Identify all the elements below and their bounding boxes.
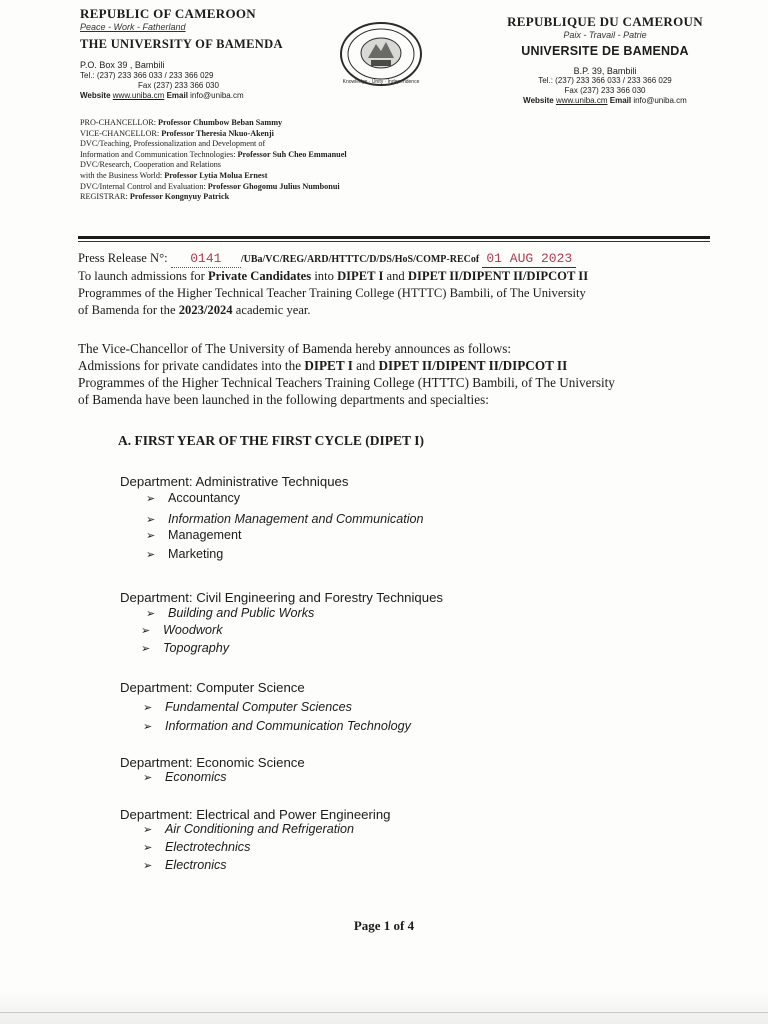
- fax-en: Fax (237) 233 366 030: [138, 81, 219, 90]
- website-label-fr: Website: [523, 96, 554, 105]
- email-label-fr: Email: [609, 96, 632, 105]
- release-number: 0141: [171, 250, 241, 268]
- arrow-bullet-icon: ➢: [143, 702, 153, 714]
- official-line: Information and Communication Technologies: Professor Suh Cheo Emmanuel: [80, 149, 347, 159]
- press-release-ref-line: [78, 250, 713, 268]
- department-title: Department: Economic Science: [120, 755, 305, 770]
- arrow-bullet-icon: ➢: [146, 608, 156, 620]
- list-item: ➢ Air Conditioning and Refrigeration: [143, 822, 355, 836]
- seal-icon: [338, 20, 424, 88]
- arrow-bullet-icon: ➢: [146, 530, 156, 542]
- official-line: DVC/Internal Control and Evaluation: Professor Ghogomu Julius Numbonui: [80, 181, 340, 191]
- header-divider-thin: [78, 241, 710, 242]
- scan-line: [0, 1012, 768, 1013]
- website-link-fr[interactable]: www.uniba.cm: [555, 96, 608, 105]
- arrow-bullet-icon: ➢: [141, 625, 151, 637]
- arrow-bullet-icon: ➢: [143, 860, 153, 872]
- list-item: ➢ Electrotechnics: [143, 840, 251, 854]
- official-line: REGISTRAR: Professor Kongnyuy Patrick: [80, 192, 230, 202]
- svg-text:Knowledge · Unity · Independen: Knowledge · Unity · Independence: [342, 79, 420, 85]
- email-link-fr[interactable]: info@uniba.cm: [633, 96, 687, 105]
- email-link-en[interactable]: info@uniba.cm: [190, 91, 244, 100]
- arrow-bullet-icon: ➢: [141, 643, 151, 655]
- department-title: Department: Computer Science: [120, 680, 305, 695]
- official-line: DVC/Research, Cooperation and Relations: [80, 160, 221, 170]
- date-stamp: 01 AUG 2023: [482, 250, 576, 268]
- officials-list: [80, 118, 500, 203]
- country-name-en: REPUBLIC OF CAMEROON: [80, 6, 256, 21]
- contact-en: [80, 91, 380, 101]
- arrow-bullet-icon: ➢: [146, 514, 156, 526]
- motto-fr: Paix - Travail - Patrie: [563, 30, 647, 40]
- department-title: Department: Electrical and Power Engineering: [120, 807, 391, 822]
- subject-line-3: of Bamenda for the 2023/2024 academic year.: [78, 303, 311, 317]
- arrow-bullet-icon: ➢: [143, 721, 153, 733]
- scan-edge: [0, 990, 768, 1024]
- fax-fr: Fax (237) 233 366 030: [564, 86, 646, 95]
- release-reference: /UBa/VC/REG/ARD/HTTTC/D/DS/HoS/COMP-REC: [240, 254, 471, 265]
- po-box-fr: B.P. 39, Bambili: [573, 66, 637, 76]
- announcement-line-2: Admissions for private candidates into the DIPET I and DIPET II/DIPENT II/DIPCOT II: [78, 358, 568, 373]
- press-release-label: Press Release N°:: [78, 251, 168, 265]
- official-line: with the Business World: Professor Lytia Molua Ernest: [80, 170, 268, 180]
- motto-en: Peace - Work - Fatherland: [80, 22, 186, 32]
- header-divider: [78, 236, 710, 239]
- letterhead-english: [80, 6, 380, 101]
- arrow-bullet-icon: ➢: [146, 549, 156, 561]
- subject-line-2: Programmes of the Higher Technical Teacher Training College (HTTTC) Bambili, of The University: [78, 286, 586, 300]
- list-item: ➢ Building and Public Works: [146, 606, 315, 620]
- release-of-label: of: [470, 254, 480, 265]
- announcement-line-3: Programmes of the Higher Technical Teachers Training College (HTTTC) Bambili, of The University: [78, 375, 615, 390]
- list-item: ➢ Information Management and Communication: [146, 512, 424, 526]
- list-item: ➢ Fundamental Computer Sciences: [143, 700, 352, 714]
- announcement-line-1: The Vice-Chancellor of The University of Bamenda hereby announces as follows:: [78, 341, 512, 356]
- official-line: DVC/Teaching, Professionalization and Development of: [80, 139, 266, 149]
- country-name-fr: REPUBLIQUE DU CAMEROUN: [507, 14, 703, 29]
- list-item: ➢ Marketing: [146, 547, 224, 561]
- official-line: VICE-CHANCELLOR: Professor Theresia Nkuo-Akenji: [80, 128, 274, 138]
- department-title: Department: Civil Engineering and Forestry Techniques: [120, 590, 444, 605]
- list-item: ➢ Woodwork: [141, 623, 223, 637]
- announcement-paragraph: [78, 340, 705, 408]
- official-line: PRO-CHANCELLOR: Professor Chumbow Beban Sammy: [80, 118, 283, 127]
- subject-line-1: To launch admissions for Private Candidates into DIPET I and DIPET II/DIPENT II/DIPCOT II: [78, 269, 589, 283]
- website-link-en[interactable]: www.uniba.cm: [112, 91, 165, 100]
- contact-fr: [490, 96, 720, 106]
- website-label-en: Website: [80, 91, 111, 100]
- tel-fr: Tel.: (237) 233 366 033 / 233 366 029: [538, 76, 672, 85]
- department-title: Department: Administrative Techniques: [120, 474, 349, 489]
- page-number: Page 1 of 4: [353, 918, 415, 933]
- university-name-fr: UNIVERSITE DE BAMENDA: [521, 44, 689, 58]
- arrow-bullet-icon: ➢: [146, 493, 156, 505]
- list-item: ➢ Electronics: [143, 858, 227, 872]
- arrow-bullet-icon: ➢: [143, 772, 153, 784]
- list-item: ➢ Economics: [143, 770, 227, 784]
- announcement-line-4: of Bamenda have been launched in the following departments and specialties:: [78, 392, 489, 407]
- press-release-heading: [78, 250, 713, 319]
- arrow-bullet-icon: ➢: [143, 824, 153, 836]
- tel-en: Tel.: (237) 233 366 033 / 233 366 029: [80, 71, 214, 80]
- list-item: ➢ Topography: [141, 641, 230, 655]
- section-a-heading: A. FIRST YEAR OF THE FIRST CYCLE (DIPET I): [118, 433, 424, 448]
- list-item: ➢ Management: [146, 528, 242, 542]
- email-label-en: Email: [166, 91, 188, 100]
- po-box-en: P.O. Box 39 , Bambili: [80, 60, 165, 70]
- university-name-en: THE UNIVERSITY OF BAMENDA: [80, 37, 283, 51]
- letterhead-french: [490, 14, 720, 106]
- list-item: ➢ Information and Communication Technology: [143, 719, 411, 733]
- list-item: ➢ Accountancy: [146, 491, 241, 505]
- arrow-bullet-icon: ➢: [143, 842, 153, 854]
- university-seal: [338, 20, 424, 88]
